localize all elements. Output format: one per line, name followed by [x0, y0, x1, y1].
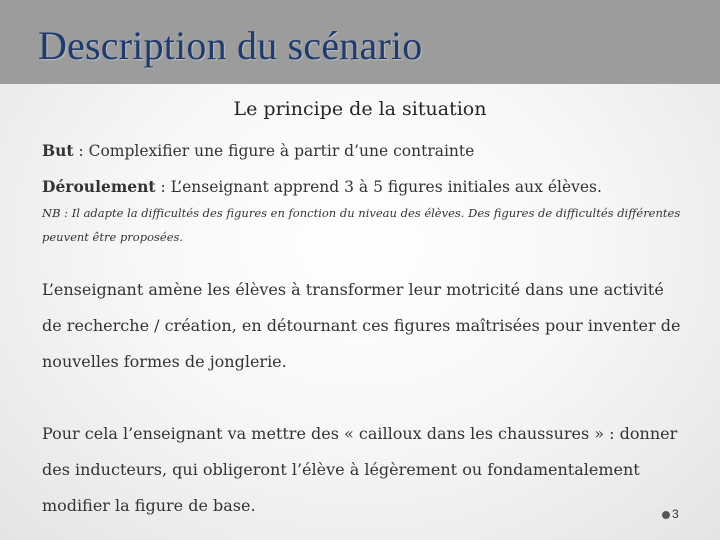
bullet-dot-icon [662, 511, 670, 519]
nb-note: NB : Il adapte la difficultés des figures en fonction du niveau des élèves. Des figures de difficultés différentes peuvent être proposées. [42, 206, 681, 244]
but-label: But [42, 141, 74, 160]
deroulement-label: Déroulement [42, 177, 156, 196]
slide-title: Description du scénario [38, 23, 423, 68]
paragraph-cailloux: Pour cela l’enseignant va mettre des « cailloux dans les chaussures » : donner des inducteurs, qui obligeront l’élève à légèrement ou fondamentalement modifier la figure de base. [42, 424, 678, 515]
title-bar [0, 0, 720, 84]
but-line [42, 141, 474, 160]
deroulement-text: : L’enseignant apprend 3 à 5 figures initiales aux élèves. [155, 178, 602, 196]
paragraph-transformation: L’enseignant amène les élèves à transformer leur motricité dans une activité de recherche / création, en détournant ces figures maîtrisées pour inventer de nouvelles formes de jonglerie. [42, 280, 681, 371]
slide-subtitle: Le principe de la situation [233, 98, 487, 120]
slide-number [662, 507, 679, 521]
slide-number-value: 3 [672, 507, 679, 521]
but-text: : Complexifier une figure à partir d’une contrainte [73, 142, 475, 160]
deroulement-line [42, 177, 602, 196]
